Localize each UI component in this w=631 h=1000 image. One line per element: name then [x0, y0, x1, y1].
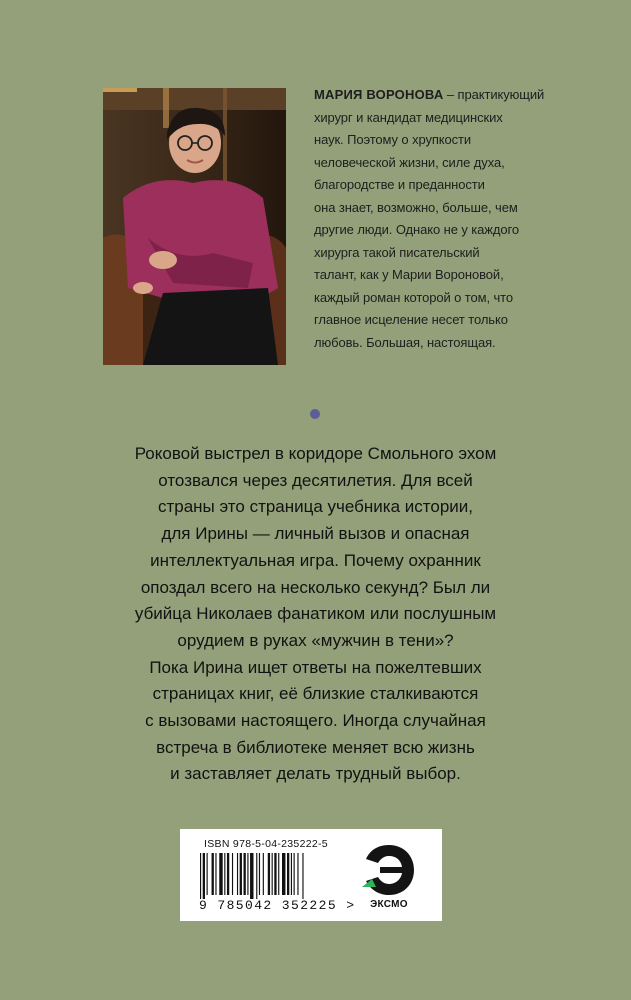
- barcode-bar: [227, 853, 229, 895]
- bio-line: хирург и кандидат медицинских: [314, 109, 503, 125]
- barcode-bar: [282, 853, 285, 895]
- barcode-bar: [244, 853, 246, 895]
- barcode-bar: [297, 853, 298, 895]
- barcode-bar: [268, 853, 270, 895]
- publisher-logo: [358, 841, 420, 913]
- bio-line: – практикующий: [443, 87, 545, 102]
- barcode-bar: [247, 853, 248, 895]
- author-photo: [103, 88, 286, 365]
- barcode-bar: [240, 853, 242, 895]
- barcode-bar: [200, 853, 201, 899]
- barcode-bar: [203, 853, 205, 899]
- barcode-bar: [237, 853, 238, 895]
- annotation-line: страницах книг, её близкие сталкиваются: [152, 684, 479, 704]
- annotation-line: для Ирины — личный вызов и опасная: [161, 524, 470, 544]
- annotation-line: страны это страница учебника истории,: [157, 497, 474, 517]
- barcode-bar: [212, 853, 214, 895]
- barcode-bar: [215, 853, 216, 895]
- annotation-line: Пока Ирина ищет ответы на пожелтевших: [149, 657, 482, 677]
- barcode-bar: [291, 853, 292, 895]
- annotation-line: отозвался через десятилетия. Для всей: [158, 470, 473, 490]
- bio-line: человеческой жизни, силе духа,: [314, 154, 505, 170]
- ean-digits: 9 785042 352225 >: [199, 898, 356, 913]
- barcode-bar: [278, 853, 279, 895]
- bio-line: каждый роман которой о том, что: [314, 289, 514, 305]
- barcode-bar: [287, 853, 289, 895]
- barcode-bar: [250, 853, 253, 899]
- author-name: МАРИЯ ВОРОНОВА: [314, 87, 444, 102]
- barcode-bar: [302, 853, 303, 899]
- barcode-bar: [274, 853, 276, 895]
- bio-first-line: [314, 84, 550, 107]
- barcode-bar: [294, 853, 295, 895]
- bio-line: любовь. Большая, настоящая.: [314, 334, 496, 350]
- publisher-name: ЭКСМО: [370, 899, 408, 910]
- barcode-bar: [232, 853, 233, 895]
- annotation-line: с вызовами настоящего. Иногда случайная: [145, 711, 486, 731]
- bio-line: талант, как у Марии Вороновой,: [314, 267, 504, 282]
- bio-line: хирурга такой писательский: [314, 244, 480, 260]
- barcode-bar: [224, 853, 225, 895]
- annotation-line: убийца Николаев фанатиком или послушным: [134, 604, 497, 624]
- annotation-line: Роковой выстрел в коридоре Смольного эхом: [134, 444, 497, 463]
- annotation-line: и заставляет делать трудный выбор.: [170, 764, 461, 784]
- bio-line: главное исцеление несет только: [314, 312, 508, 327]
- annotation-line: встреча в библиотеке меняет всю жизнь: [156, 737, 475, 757]
- bio-line: благородстве и преданности: [314, 177, 485, 192]
- barcode-bar: [272, 853, 273, 895]
- author-bio: [314, 84, 550, 354]
- bio-line: наук. Поэтому о хрупкости: [314, 132, 472, 147]
- barcode-bar: [219, 853, 222, 895]
- barcode-bar: [207, 853, 208, 895]
- barcode-bar: [263, 853, 264, 895]
- separator-dot: [310, 409, 320, 419]
- annotation-line: интеллектуальная игра. Почему охранник: [150, 550, 481, 570]
- barcode-panel: [180, 829, 442, 921]
- annotation-line: опоздал всего на несколько секунд? Был ли: [140, 577, 491, 597]
- annotation-line: орудием в руках «мужчин в тени»?: [177, 630, 454, 650]
- bio-line: другие люди. Однако не у каждого: [314, 222, 519, 237]
- barcode-bar: [256, 853, 257, 899]
- barcode-bar: [259, 853, 260, 895]
- barcode-bars: [200, 853, 348, 899]
- bio-line: она знает, возможно, больше, чем: [314, 199, 518, 215]
- book-annotation: [60, 441, 571, 788]
- eksmo-logo-icon: [358, 841, 420, 899]
- isbn-label: ISBN 978-5-04-235222-5: [204, 838, 328, 850]
